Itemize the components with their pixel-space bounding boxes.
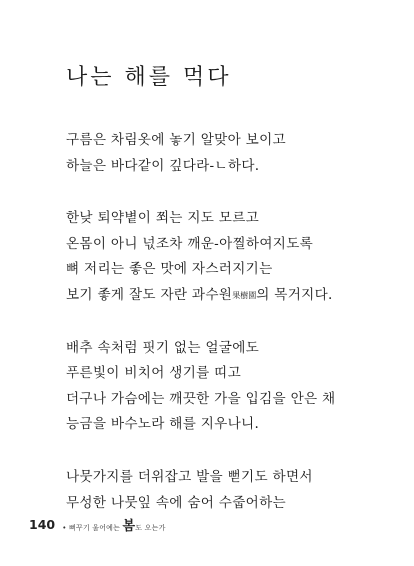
poem-line: 한낮 퇴약볕이 쬐는 지도 모르고 <box>66 210 260 227</box>
poem-title: 나는 해를 먹다 <box>66 65 232 90</box>
poem-body <box>66 128 406 543</box>
poem-line-text: 의 목거지다. <box>256 286 333 303</box>
book-title <box>62 519 166 534</box>
page-footer <box>29 514 166 534</box>
stanza-4 <box>66 465 406 516</box>
poem-line: 더구나 가슴에는 깨끗한 가을 입김을 안은 채 <box>66 390 336 407</box>
poem-line <box>66 283 406 309</box>
poem-line: 뼈 저리는 좋은 맛에 자스러지기는 <box>66 261 273 278</box>
hanja-annotation: 果樹園 <box>232 290 257 300</box>
poem-line: 구름은 차림옷에 놓기 알맞아 보이고 <box>66 132 286 148</box>
stanza-1 <box>66 128 406 179</box>
book-title-emphasis: 봄 <box>122 519 136 534</box>
poem-line: 온몸이 아니 넋조차 깨운-아찔하여지도록 <box>66 235 314 252</box>
poem-line: 나뭇가지를 더위잡고 발을 뻗기도 하면서 <box>66 468 313 485</box>
book-title-suffix: 도 오는가 <box>135 524 166 532</box>
poem-line: 하늘은 바다같이 깊다라-ㄴ하다. <box>66 157 260 174</box>
stanza-2 <box>66 206 406 308</box>
book-title-prefix: • 뻐꾸기 울어예는 <box>62 524 123 532</box>
poem-line: 무성한 나뭇잎 속에 숨어 수줍어하는 <box>66 494 286 511</box>
poem-line: 배추 속처럼 핏기 없는 얼굴에도 <box>66 339 260 356</box>
poem-line: 능금을 바수노라 해를 지우나니. <box>66 416 260 433</box>
poem-line: 푸른빛이 비치어 생기를 띠고 <box>66 365 242 382</box>
poem-line-text: 보기 좋게 잘도 자란 과수원 <box>66 286 233 303</box>
stanza-3 <box>66 336 406 438</box>
page-number: 140 <box>29 517 56 532</box>
